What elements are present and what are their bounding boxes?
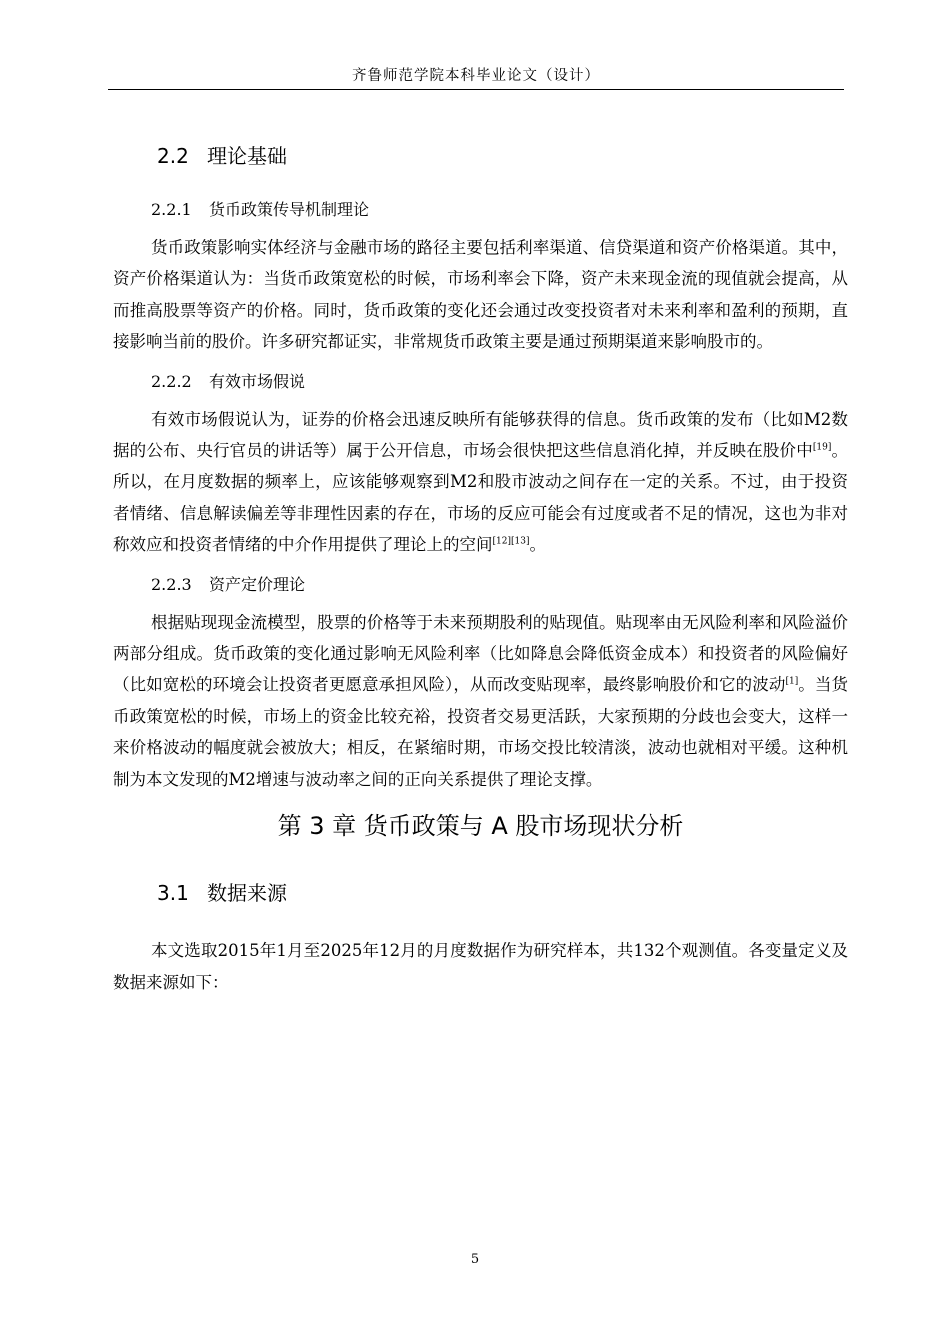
header-rule <box>108 89 844 90</box>
running-header: 齐鲁师范学院本科毕业论文（设计） <box>352 68 600 84</box>
paragraph-2-2-2 <box>113 404 848 561</box>
paragraph-text: 有效市场假说认为，证券的价格会迅速反映所有能够获得的信息。货币政策的发布（比如M2数据的公布、央行官员的讲话等）属于公开信息，市场会很快把这些信息消化掉，并反映在股价中 <box>113 409 848 461</box>
paragraph-text: 。所以，在月度数据的频率上，应该能够观察到M2和股市波动之间存在一定的关系。不过，由于投资者情绪、信息解读偏差等非理性因素的存在，市场的反应可能会有过度或者不足的情况，这也为非对称效应和投资者情绪的中介作用提供了理论上的空间 <box>113 441 849 555</box>
subsection-number: 2.2.3 <box>151 574 192 594</box>
section-heading-2-2 <box>113 140 848 172</box>
citation-link[interactable]: [1] <box>785 676 799 687</box>
section-title: 数据来源 <box>207 881 287 906</box>
paragraph-text: 根据贴现现金流模型，股票的价格等于未来预期股利的贴现值。贴现率由无风险利率和风险溢价两部分组成。货币政策的变化通过影响无风险利率（比如降息会降低资金成本）和投资者的风险偏好（比如宽松的环境会让投资者更愿意承担风险），从而改变贴现率，最终影响股价和它的波动 <box>113 612 848 695</box>
subsection-title: 资产定价理论 <box>209 574 306 594</box>
subsection-heading-2-2-3 <box>113 573 848 597</box>
subsection-number: 2.2.2 <box>151 371 192 391</box>
paragraph-text: 。当货币政策宽松的时候，市场上的资金比较充裕，投资者交易更活跃，大家预期的分歧也会变大，这样一来价格波动的幅度就会被放大；相反，在紧缩时期，市场交投比较清淡，波动也就相对平缓。这种机制为本文发现的M2增速与波动率之间的正向关系提供了理论支撑。 <box>113 675 849 789</box>
section-heading-3-1 <box>113 877 848 909</box>
citation-link[interactable]: [12][13] <box>492 536 530 547</box>
section-number: 3.1 <box>157 881 189 906</box>
subsection-title: 货币政策传导机制理论 <box>209 200 370 219</box>
chapter-title: 第 3 章 货币政策与 A 股市场现状分析 <box>277 812 684 841</box>
subsection-title: 有效市场假说 <box>209 371 306 391</box>
paragraph-2-2-1: 货币政策影响实体经济与金融市场的路径主要包括利率渠道、信贷渠道和资产价格渠道。其中，资产价格渠道认为：当货币政策宽松的时候，市场利率会下降，资产未来现金流的现值就会提高，从而推高股票等资产的价格。同时，货币政策的变化还会通过改变投资者对未来利率和盈利的预期，直接影响当前的股价。许多研究都证实，非常规货币政策主要是通过预期渠道来影响股市的。 <box>113 238 848 352</box>
subsection-number: 2.2.1 <box>151 200 192 219</box>
citation-link[interactable]: [19] <box>812 442 832 453</box>
paragraph-2-2-3 <box>113 607 848 795</box>
page-body <box>113 140 848 1010</box>
subsection-heading-2-2-2 <box>113 370 848 394</box>
section-number: 2.2 <box>157 144 189 168</box>
paragraph-text: 。 <box>529 535 546 555</box>
section-title: 理论基础 <box>207 144 287 168</box>
paragraph-3-1: 本文选取2015年1月至2025年12月的月度数据作为研究样本，共132个观测值。各变量定义及数据来源如下： <box>113 941 848 992</box>
page-number: 5 <box>470 1252 480 1267</box>
subsection-heading-2-2-1 <box>113 198 848 222</box>
